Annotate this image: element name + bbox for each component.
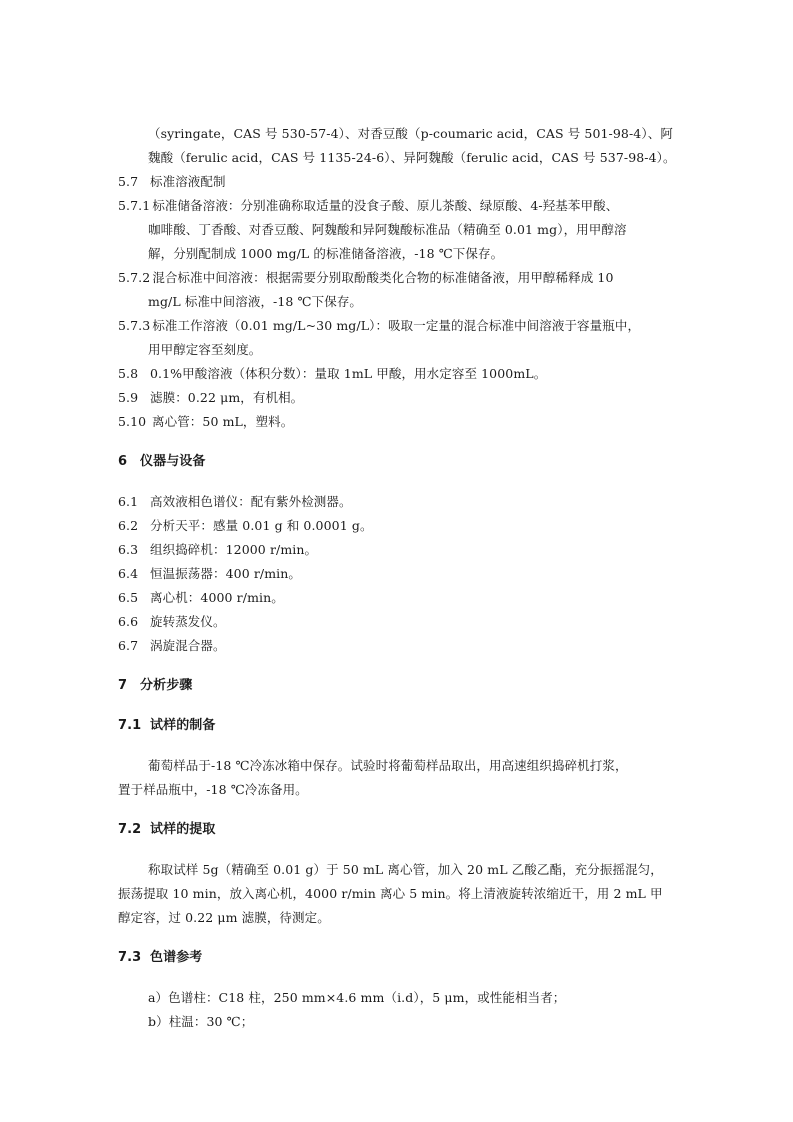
- section-number: 5.7.1: [118, 198, 151, 213]
- section-number: 6.5: [118, 590, 139, 605]
- section-number: 5.9: [118, 390, 139, 405]
- section-number: 6.6: [118, 614, 139, 629]
- section-6-2: [118, 518, 373, 534]
- section-number: 6.7: [118, 638, 139, 653]
- section-5-7-1-cont-1: 咖啡酸、丁香酸、对香豆酸、阿魏酸和异阿魏酸标准品（精确至 0.01 mg），用甲醇溶: [148, 222, 627, 237]
- section-5-7-1: [118, 198, 618, 214]
- section-5-7-1-cont-2: 解，分别配制成 1000 mg/L 的标准储备溶液，-18 ℃下保存。: [148, 246, 504, 261]
- section-text: 0.1%甲酸溶液（体积分数）：量取 1mL 甲酸，用水定容至 1000mL。: [150, 366, 547, 381]
- heading-7: [118, 678, 192, 694]
- section-text: 离心机：4000 r/min。: [150, 590, 284, 605]
- section-text: 涡旋混合器。: [150, 638, 226, 653]
- section-5-10: [118, 414, 293, 430]
- list-item-b: b）柱温：30 ℃；: [148, 1014, 254, 1029]
- paragraph-7-1-line-1: 葡萄样品于-18 ℃冷冻冰箱中保存。试验时将葡萄样品取出，用高速组织捣碎机打浆，: [148, 758, 628, 773]
- paragraph-7-1-line-2: 置于样品瓶中，-18 ℃冷冻备用。: [118, 782, 308, 797]
- section-text: 混合标准中间溶液：根据需要分别取酚酸类化合物的标准储备液，用甲醇稀释成 10: [152, 270, 614, 285]
- section-6-5: [118, 590, 284, 606]
- section-5-7-3: [118, 318, 640, 334]
- section-5-7-2-cont: mg/L 标准中间溶液，-18 ℃下保存。: [148, 294, 363, 309]
- section-text: 标准溶液配制: [150, 174, 226, 189]
- section-5-7: [118, 174, 226, 190]
- section-6-6: [118, 614, 226, 630]
- heading-6: [118, 454, 206, 470]
- heading-text: 分析步骤: [140, 678, 193, 693]
- section-number: 5.7: [118, 174, 139, 189]
- paragraph-7-2-line-2: 振荡提取 10 min，放入离心机，4000 r/min 离心 5 min。将上清液旋转浓缩近干，用 2 mL 甲: [118, 886, 663, 901]
- section-text: 恒温振荡器：400 r/min。: [150, 566, 302, 581]
- section-text: 离心管：50 mL，塑料。: [152, 414, 294, 429]
- heading-number: 7: [118, 678, 128, 693]
- section-text: 旋转蒸发仪。: [150, 614, 226, 629]
- section-number: 5.7.2: [118, 270, 151, 285]
- reagent-list-line-1: （syringate，CAS 号 530-57-4）、对香豆酸（p-coumaric acid，CAS 号 501-98-4）、阿: [148, 126, 673, 141]
- reagent-list-line-2: 魏酸（ferulic acid，CAS 号 1135-24-6）、异阿魏酸（ferulic acid，CAS 号 537-98-4）。: [148, 150, 676, 165]
- section-text: 标准工作溶液（0.01 mg/L~30 mg/L）：吸取一定量的混合标准中间溶液于容量瓶中，: [152, 318, 641, 333]
- section-text: 滤膜：0.22 μm，有机相。: [150, 390, 304, 405]
- paragraph-7-2-line-1: 称取试样 5g（精确至 0.01 g）于 50 mL 离心管，加入 20 mL 乙酸乙酯，充分振摇混匀，: [148, 862, 663, 877]
- heading-text: 色谱参考: [150, 950, 203, 965]
- section-number: 6.4: [118, 566, 139, 581]
- section-text: 标准储备溶液：分别准确称取适量的没食子酸、原儿茶酸、绿原酸、4-羟基苯甲酸、: [152, 198, 619, 213]
- section-number: 6.2: [118, 518, 139, 533]
- section-5-7-2: [118, 270, 614, 286]
- heading-number: 6: [118, 454, 128, 469]
- list-item-a: a）色谱柱：C18 柱，250 mm×4.6 mm（i.d），5 μm，或性能相当者；: [148, 990, 566, 1005]
- section-number: 6.1: [118, 494, 139, 509]
- section-number: 5.7.3: [118, 318, 151, 333]
- heading-text: 仪器与设备: [140, 454, 206, 469]
- section-6-3: [118, 542, 317, 558]
- section-text: 分析天平：感量 0.01 g 和 0.0001 g。: [150, 518, 373, 533]
- paragraph-7-2-line-3: 醇定容，过 0.22 μm 滤膜，待测定。: [118, 910, 330, 925]
- heading-number: 7.2: [118, 822, 142, 837]
- section-number: 6.3: [118, 542, 139, 557]
- section-number: 5.10: [118, 414, 147, 429]
- section-6-1: [118, 494, 352, 510]
- section-text: 高效液相色谱仪：配有紫外检测器。: [150, 494, 352, 509]
- section-5-7-3-cont: 用甲醇定容至刻度。: [148, 342, 262, 357]
- section-5-9: [118, 390, 303, 406]
- heading-7-2: [118, 822, 216, 838]
- heading-text: 试样的制备: [150, 718, 216, 733]
- section-5-8: [118, 366, 546, 382]
- heading-7-1: [118, 718, 216, 734]
- heading-number: 7.3: [118, 950, 142, 965]
- heading-number: 7.1: [118, 718, 142, 733]
- section-text: 组织捣碎机：12000 r/min。: [150, 542, 318, 557]
- section-6-7: [118, 638, 226, 654]
- heading-7-3: [118, 950, 202, 966]
- section-6-4: [118, 566, 301, 582]
- section-number: 5.8: [118, 366, 139, 381]
- heading-text: 试样的提取: [150, 822, 216, 837]
